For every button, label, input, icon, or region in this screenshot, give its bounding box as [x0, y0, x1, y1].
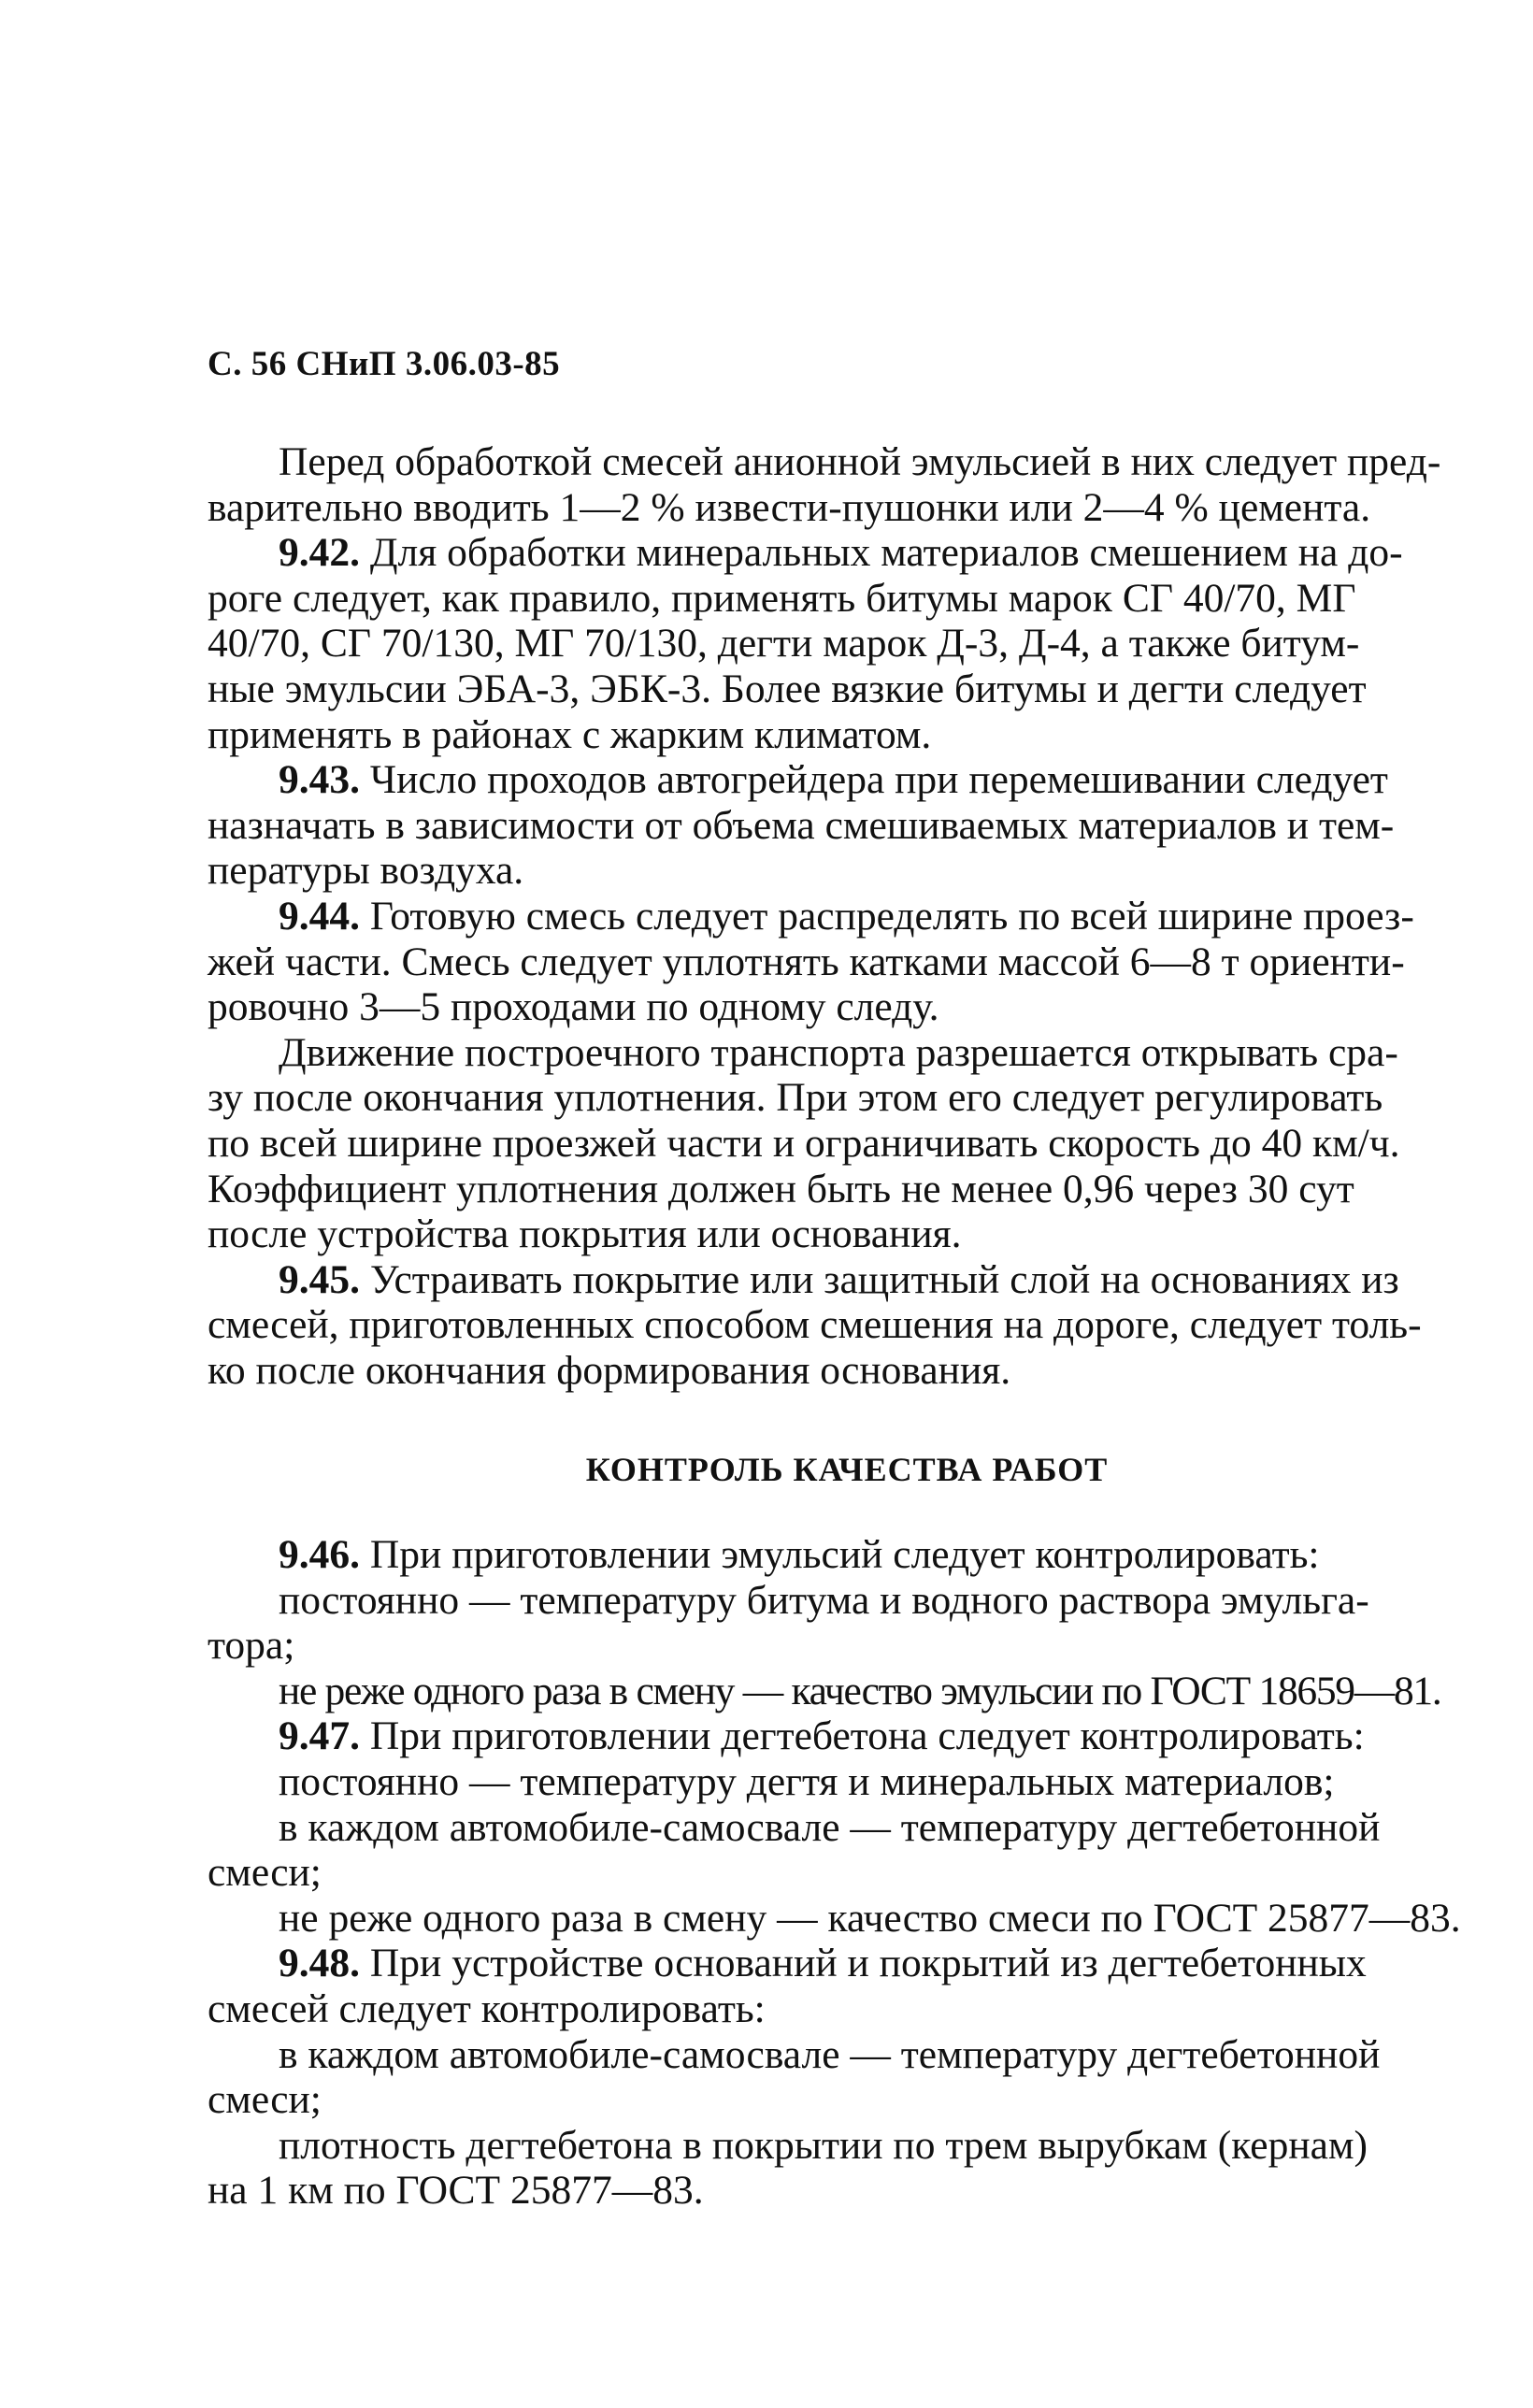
clause-text: Число проходов автогрейдера при перемешивании следует назначать в зависимости от объема смешиваемых материалов и тем- пературы воздуха.: [208, 757, 1395, 894]
list-item: постоянно — температуру дегтя и минеральных материалов;: [279, 1759, 1335, 1805]
clause-9-46: [208, 1532, 1486, 1578]
clause-9-42: [208, 530, 1486, 757]
list-item: плотность дегтебетона в покрытии по трем вырубкам (кернам) на 1 км по ГОСТ 25877—83.: [208, 2122, 1368, 2214]
clause-number: 9.42.: [279, 530, 360, 576]
clause-number: 9.43.: [279, 757, 360, 803]
list-item: в каждом автомобиле-самосвале — температуру дегтебетонной смеси;: [208, 1804, 1381, 1896]
clause-text: При устройстве оснований и покрытий из дегтебетонных смесей следует контролировать:: [208, 1941, 1367, 2031]
clause-9-44: [208, 894, 1486, 1030]
clause-9-47: [208, 1713, 1486, 1759]
clause-text: Для обработки минеральных материалов смешением на до- роге следует, как правило, применять битумы марок СГ 40/70, МГ 40/70, СГ 70/130, МГ 70/130, дегти марок Д-3, Д-4, а также битум- ные эмульсии ЭБА-3, ЭБК-3. Более вязкие битумы и дегти следует применять в районах с жарким климатом.: [208, 530, 1403, 757]
clause-9-43: [208, 757, 1486, 894]
clause-9-48: [208, 1941, 1486, 2031]
running-header: С. 56 СНиП 3.06.03-85: [208, 345, 561, 383]
paragraph-intro: Перед обработкой смесей анионной эмульсией в них следует пред- варительно вводить 1—2 % извести-пушонки или 2—4 % цемента.: [208, 439, 1441, 530]
clause-text: Устраивать покрытие или защитный слой на основаниях из смесей, приготовленных способом смешения на дороге, следует толь- ко после окончания формирования основания.: [208, 1256, 1422, 1393]
clause-text: При приготовлении дегтебетона следует контролировать:: [360, 1713, 1365, 1759]
clause-number: 9.45.: [279, 1256, 360, 1302]
clause-text: При приготовлении эмульсий следует контролировать:: [360, 1532, 1320, 1578]
document-body: [208, 439, 1486, 2214]
clause-text: Готовую смесь следует распределять по всей ширине проез- жей части. Смесь следует уплотнять катками массой 6—8 т ориенти- ровочно 3—5 проходами по одному следу.: [208, 893, 1414, 1030]
clause-9-45: [208, 1257, 1486, 1394]
list-item: постоянно — температуру битума и водного раствора эмульга- тора;: [208, 1577, 1369, 1669]
list-item: не реже одного раза в смену — качество эмульсии по ГОСТ 18659—81.: [279, 1668, 1441, 1713]
clause-number: 9.44.: [279, 893, 360, 939]
clause-number: 9.48.: [279, 1941, 360, 1986]
clause-number: 9.46.: [279, 1532, 360, 1578]
paragraph-traffic: Движение построечного транспорта разрешается открывать сра- зу после окончания уплотнения. При этом его следует регулировать по всей ширине проезжей части и ограничивать скорость до 40 км/ч. Коэффициент уплотнения должен быть не менее 0,96 через 30 сут после устройства покрытия или основания.: [208, 1029, 1400, 1257]
list-item: в каждом автомобиле-самосвале — температуру дегтебетонной смеси;: [208, 2031, 1381, 2123]
section-heading: КОНТРОЛЬ КАЧЕСТВА РАБОТ: [585, 1451, 1109, 1489]
clause-number: 9.47.: [279, 1713, 360, 1759]
list-item: не реже одного раза в смену — качество смеси по ГОСТ 25877—83.: [279, 1895, 1461, 1941]
